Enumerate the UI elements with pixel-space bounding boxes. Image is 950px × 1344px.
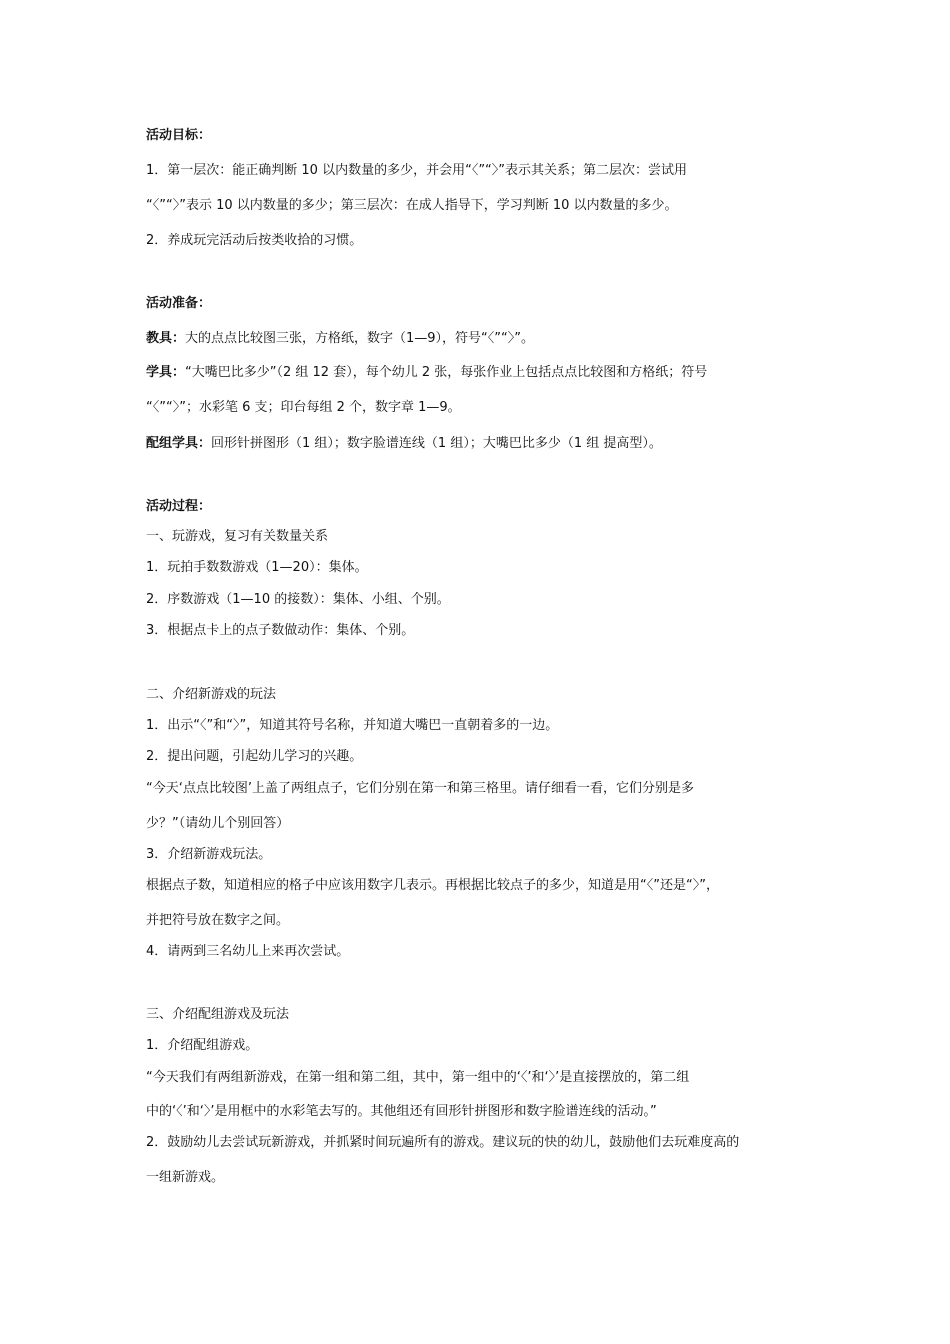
section-2-item-3: 3．介绍新游戏玩法。 [146, 847, 272, 862]
teaching-aids-text: 大的点点比较图三张，方格纸，数字（1—9），符号“〈”“〉”。 [185, 331, 534, 346]
prep-group-aids [146, 435, 662, 453]
goal-item-2: 2．养成玩完活动后按类收拾的习惯。 [146, 233, 363, 248]
section-3-item-1: 1．介绍配组游戏。 [146, 1038, 259, 1053]
section-3-item-2: 2．鼓励幼儿去尝试玩新游戏，并抓紧时间玩遍所有的游戏。建议玩的快的幼儿，鼓励他们去玩难度高的 [146, 1135, 740, 1150]
goal-item-1: 1．第一层次：能正确判断 10 以内数量的多少，并会用“〈”“〉”表示其关系；第二层次：尝试用 [146, 163, 688, 178]
section-3-quote-1: “今天我们有两组新游戏，在第一组和第二组，其中，第一组中的‘〈’和‘〉’是直接摆放的，第二组 [146, 1070, 690, 1085]
section-2-para-1: 根据点子数，知道相应的格子中应该用数字几表示。再根据比较点子的多少，知道是用“〈”还是“〉”， [146, 878, 719, 893]
goals-heading: 活动目标： [146, 128, 212, 143]
section-1-item-2: 2．序数游戏（1—10 的接数）：集体、小组、个别。 [146, 592, 450, 607]
section-1-item-1: 1．玩拍手数数游戏（1—20）：集体。 [146, 560, 368, 575]
section-3-title: 三、介绍配组游戏及玩法 [146, 1007, 290, 1022]
section-2-quote-1: “今天‘点点比较图’上盖了两组点子，它们分别在第一和第三格里。请仔细看一看，它们分别是多 [146, 781, 695, 796]
prep-heading: 活动准备： [146, 296, 212, 311]
process-heading: 活动过程： [146, 499, 212, 514]
goal-item-1-cont: “〈”“〉”表示 10 以内数量的多少；第三层次：在成人指导下，学习判断 10 以内数量的多少。 [146, 198, 678, 213]
section-2-item-1: 1．出示“〈”和“〉”，知道其符号名称，并知道大嘴巴一直朝着多的一边。 [146, 718, 559, 733]
section-2-title: 二、介绍新游戏的玩法 [146, 687, 277, 702]
prep-learning-aids [146, 364, 707, 382]
section-2-para-2: 并把符号放在数字之间。 [146, 913, 290, 928]
section-3-quote-2: 中的‘〈’和‘〉’是用框中的水彩笔去写的。其他组还有回形针拼图形和数字脸谱连线的活动。” [146, 1104, 657, 1119]
section-1-item-3: 3．根据点卡上的点子数做动作：集体、个别。 [146, 623, 415, 638]
section-2-item-4: 4．请两到三名幼儿上来再次尝试。 [146, 944, 350, 959]
section-1-title: 一、玩游戏，复习有关数量关系 [146, 529, 329, 544]
section-2-quote-2: 少？”（请幼儿个别回答） [146, 816, 290, 831]
section-3-item-2-cont: 一组新游戏。 [146, 1170, 225, 1185]
section-2-item-2: 2．提出问题，引起幼儿学习的兴趣。 [146, 749, 363, 764]
learning-aids-label: 学具： [146, 365, 186, 380]
group-aids-text: 回形针拼图形（1 组）；数字脸谱连线（1 组）；大嘴巴比多少（1 组 提高型）。 [211, 436, 662, 451]
prep-teaching-aids [146, 330, 534, 348]
group-aids-label: 配组学具： [146, 436, 212, 451]
teaching-aids-label: 教具： [146, 331, 186, 346]
learning-aids-text: “大嘴巴比多少”（2 组 12 套），每个幼儿 2 张，每张作业上包括点点比较图和方格纸；符号 [185, 365, 708, 380]
prep-learning-aids-cont: “〈”“〉”；水彩笔 6 支；印台每组 2 个，数字章 1—9。 [146, 400, 461, 415]
